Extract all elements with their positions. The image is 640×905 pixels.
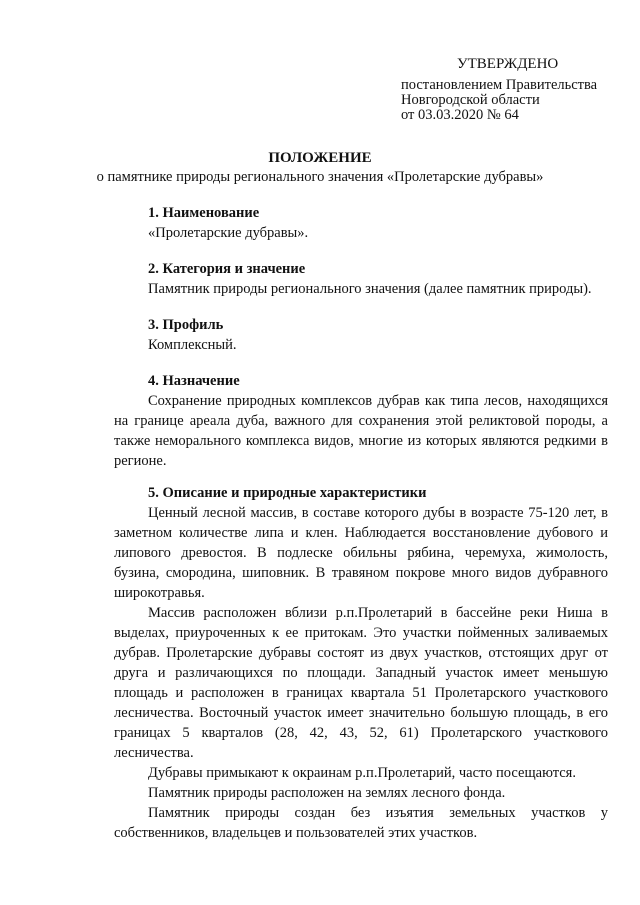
approval-line: от 03.03.2020 № 64	[401, 107, 519, 123]
section-paragraph: Дубравы примыкают к окраинам р.п.Пролетарий, часто посещаются.	[148, 765, 576, 781]
section-profile	[114, 315, 608, 355]
section-paragraph: Комплексный.	[148, 337, 237, 353]
section-paragraph: Ценный лесной массив, в составе которого дубы в возрасте 75-120 лет, в заметном количестве липа и клен. Наблюдается восстановление дубового и липового древостоя. В подлеске обильны рябина, черемуха, жимолость, бузина, смородина, шиповник. В травяном покрове много видов дубравного широкотравья.	[114, 505, 608, 601]
approval-title: УТВЕРЖДЕНО	[457, 56, 559, 72]
section-heading: 3. Профиль	[148, 317, 224, 333]
section-paragraph: «Пролетарские дубравы».	[148, 225, 309, 241]
document-subtitle: о памятнике природы регионального значения «Пролетарские дубравы»	[96, 169, 544, 185]
section-description	[114, 483, 608, 843]
document-title: ПОЛОЖЕНИЕ	[268, 150, 372, 166]
section-paragraph: Сохранение природных комплексов дубрав как типа лесов, находящихся на границе ареала дуба, важного для сохранения этой реликтовой породы, а также неморального комплекса видов, многие из которых являются редкими в регионе.	[114, 393, 608, 469]
section-paragraph: Памятник природы расположен на землях лесного фонда.	[148, 785, 506, 801]
section-paragraph: Памятник природы создан без изъятия земельных участков у собственников, владельцев и пользователей этих участков.	[114, 805, 608, 841]
approval-line: постановлением Правительства	[401, 77, 598, 93]
section-heading: 1. Наименование	[148, 205, 260, 221]
section-paragraph: Памятник природы регионального значения (далее памятник природы).	[148, 281, 592, 297]
section-name	[114, 203, 608, 243]
approval-line: Новгородской области	[401, 92, 540, 108]
section-heading: 5. Описание и природные характеристики	[148, 485, 427, 501]
section-paragraph: Массив расположен вблизи р.п.Пролетарий в бассейне реки Ниша в выделах, приуроченных к ее притокам. Это участки пойменных заливаемых дубрав. Пролетарские дубравы состоят из двух участков, отстоящих друг от друга и различающихся по площади. Западный участок имеет меньшую площадь и расположен в границах квартала 51 Пролетарского участкового лесничества. Восточный участок имеет значительно большую площадь, в его границах 5 кварталов (28, 42, 43, 52, 61) Пролетарского участкового лесничества.	[114, 605, 608, 761]
section-category	[114, 259, 608, 299]
section-heading: 2. Категория и значение	[148, 261, 306, 277]
section-purpose	[114, 371, 608, 471]
section-heading: 4. Назначение	[148, 373, 240, 389]
approval-block	[401, 57, 631, 123]
